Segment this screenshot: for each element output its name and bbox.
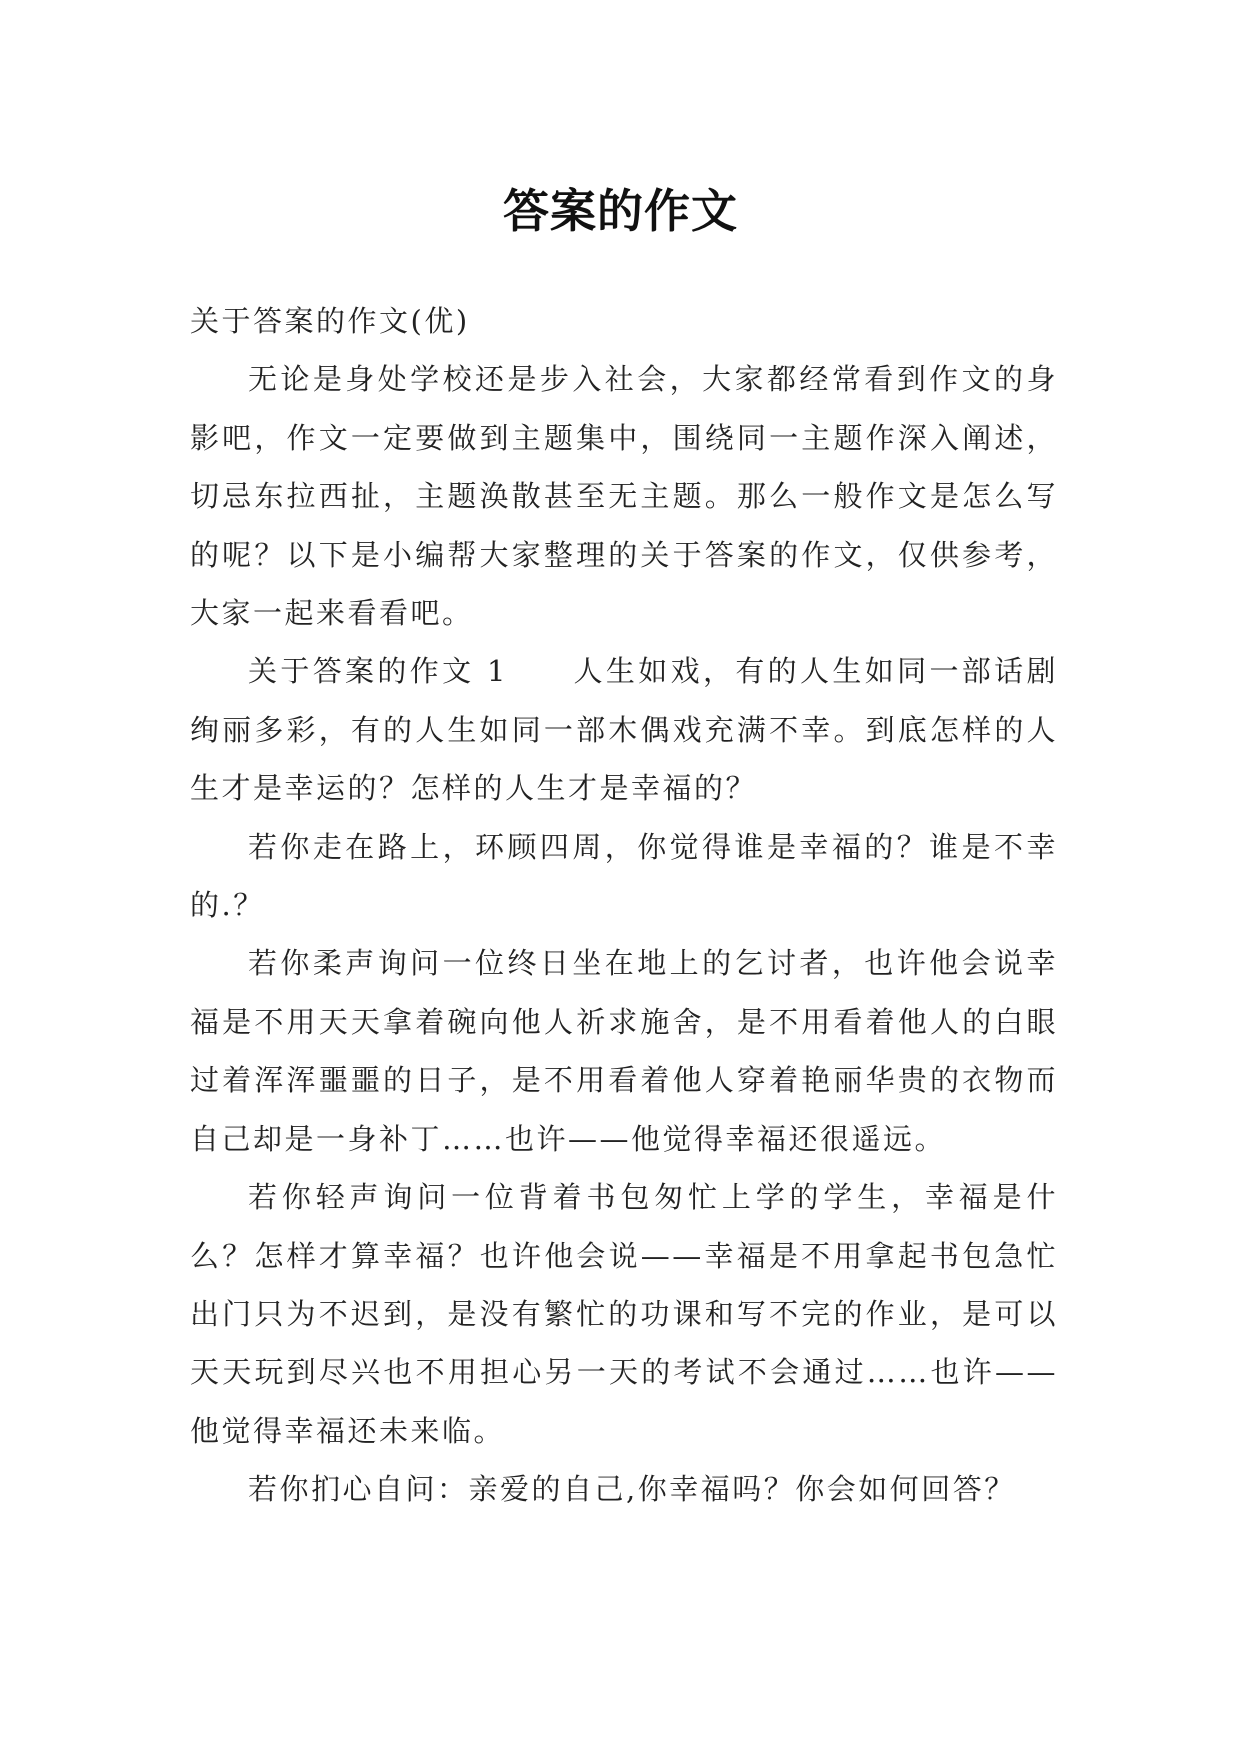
- document-body: [190, 292, 1058, 1519]
- paragraph-intro: 无论是身处学校还是步入社会，大家都经常看到作文的身影吧，作文一定要做到主题集中，围绕同一主题作深入阐述，切忌东拉西扯，主题涣散甚至无主题。那么一般作文是怎么写的呢？以下是小编帮大家整理的关于答案的作文，仅供参考，大家一起来看看吧。: [190, 362, 1058, 631]
- paragraph-question-who-happy: 若你走在路上，环顾四周，你觉得谁是幸福的？谁是不幸的.？: [190, 829, 1058, 923]
- paragraph-essay-1-opening: 关于答案的作文 1 人生如戏，有的人生如同一部话剧绚丽多彩，有的人生如同一部木偶戏充满不幸。到底怎样的人生才是幸运的？怎样的人生才是幸福的？: [190, 654, 1058, 806]
- paragraph-student: 若你轻声询问一位背着书包匆忙上学的学生，幸福是什么？怎样才算幸福？也许他会说——幸福是不用拿起书包急忙出门只为不迟到，是没有繁忙的功课和写不完的作业，是可以天天玩到尽兴也不用担心另一天的考试不会通过……也许——他觉得幸福还未来临。: [190, 1180, 1058, 1448]
- paragraph-beggar: 若你柔声询问一位终日坐在地上的乞讨者，也许他会说幸福是不用天天拿着碗向他人祈求施舍，是不用看着他人的白眼过着浑浑噩噩的日子，是不用看着他人穿着艳丽华贵的衣物而自己却是一身补丁……也许——他觉得幸福还很遥远。: [190, 946, 1058, 1156]
- paragraph-self-question: 若你扪心自问：亲爱的自己,你幸福吗？你会如何回答？: [248, 1472, 1016, 1507]
- document-title: 答案的作文: [503, 183, 738, 238]
- subtitle-line: 关于答案的作文(优): [190, 304, 470, 338]
